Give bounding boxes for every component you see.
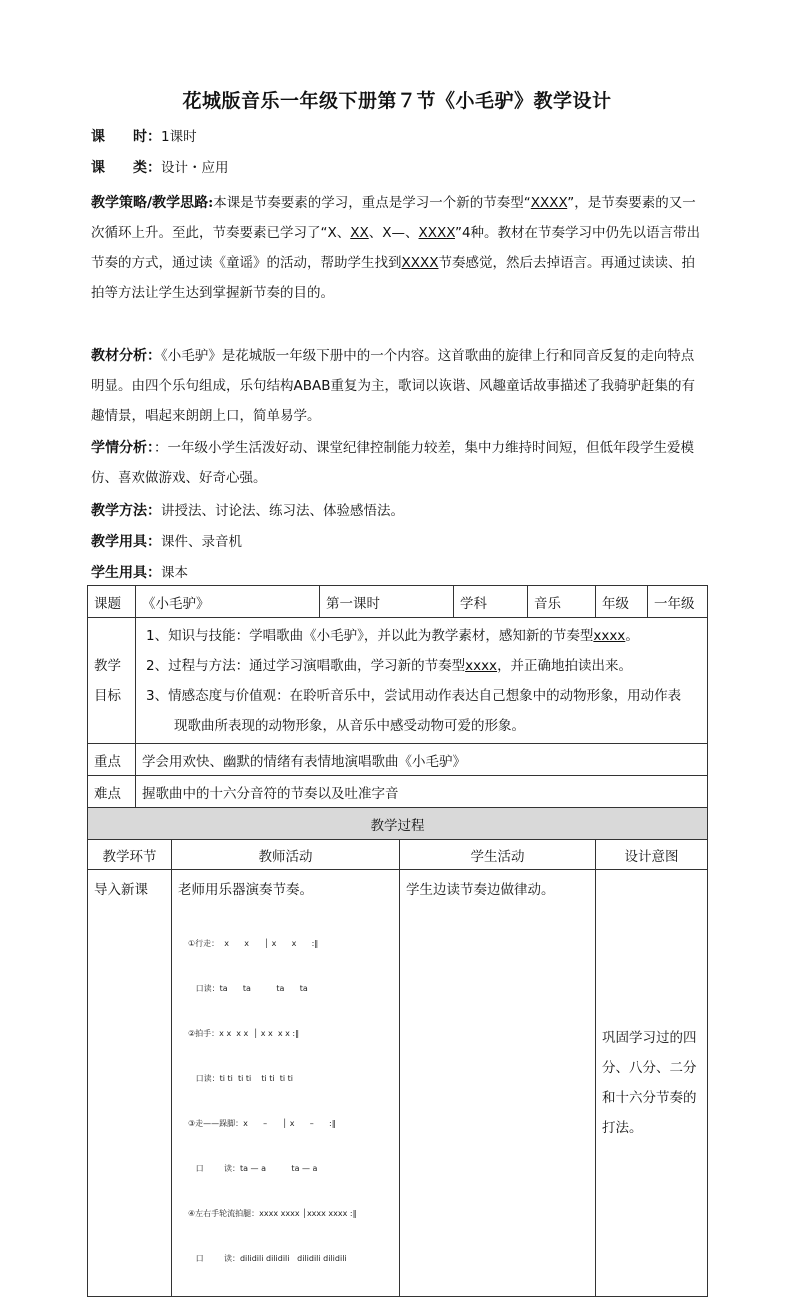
column-header: 教师活动 (172, 840, 400, 870)
goal-item (142, 651, 701, 681)
stage-cell: 导入新课 (88, 870, 172, 1297)
strategy-label: 教学策略/教学思路: (91, 195, 214, 211)
rhythm-pattern-4: XXXX (401, 255, 439, 271)
column-header: 学生活动 (400, 840, 596, 870)
student-activity-cell: 学生边读节奏边做律动。 (400, 870, 596, 1297)
student-tools-text: 课本 (161, 565, 188, 581)
strategy-text-1: 本课是节奏要素的学习，重点是学习一个新的节奏型“ (213, 195, 531, 211)
rhythm-line: 口读：ta ta ta ta (188, 984, 308, 993)
strategy-text-4: ”4种。教材在节奏学习中仍先以语言带出节奏的方式，通过读《童谣》的活动，帮助学生找到 (91, 225, 701, 271)
table-row (88, 840, 708, 870)
table-cell: 音乐 (528, 586, 596, 618)
intent-cell: 巩固学习过的四分、八分、二分和十六分节奏的打法。 (596, 870, 708, 1297)
rhythm-line: ②拍手：x x x x │ x x x x :‖ (188, 1029, 300, 1038)
strategy-paragraph (91, 188, 706, 308)
hours-line (91, 125, 197, 146)
rhythm-line: ①行走： x x │ x x :‖ (188, 939, 319, 948)
method-text: 讲授法、讨论法、练习法、体验感悟法。 (161, 503, 404, 519)
type-label: 课 类： (91, 160, 161, 176)
student-analysis-paragraph (91, 433, 706, 493)
tools-text: 课件、录音机 (161, 534, 242, 550)
key-label: 重点 (88, 744, 136, 776)
difficulty-label: 难点 (88, 776, 136, 808)
rhythm-line: ③走——跺脚：x – │ x – :‖ (188, 1119, 336, 1128)
goal-cell (136, 618, 708, 744)
method-label: 教学方法： (91, 503, 161, 519)
table-row (88, 870, 708, 1297)
table-cell: 《小毛驴》 (136, 586, 320, 618)
goal-item: 现歌曲所表现的动物形象，从音乐中感受动物可爱的形象。 (174, 717, 525, 734)
column-header: 教学环节 (88, 840, 172, 870)
rhythm-notation (178, 906, 393, 1296)
rhythm-pattern: xxxx (465, 657, 498, 674)
rhythm-pattern-2: XX (350, 225, 369, 241)
rhythm-line: 口 读：ta — a ta — a (188, 1164, 318, 1173)
table-cell: 课题 (88, 586, 136, 618)
student-tools-line (91, 561, 188, 582)
goal-text: 1、知识与技能：学唱歌曲《小毛驴》，并以此为教学素材，感知新的节奏型 (146, 627, 594, 644)
table-row (88, 618, 708, 744)
process-header: 教学过程 (88, 808, 708, 840)
analysis-label: 教材分析： (91, 348, 161, 364)
tools-label: 教学用具： (91, 534, 161, 550)
goal-item (142, 621, 701, 651)
goal-item: 3、情感态度与价值观：在聆听音乐中，尝试用动作表达自己想象中的动物形象，用动作表 (146, 687, 682, 704)
table-row (88, 808, 708, 840)
teacher-activity-text: 老师用乐器演奏节奏。 (178, 882, 313, 898)
document-title: 花城版音乐一年级下册第７节《小毛驴》教学设计 (182, 90, 612, 112)
lesson-plan-table (87, 585, 708, 1297)
rhythm-line: 口读：ti ti ti ti ti ti ti ti (188, 1074, 294, 1083)
table-cell: 学科 (454, 586, 528, 618)
rhythm-line: ④左右手轮流拍腿：xxxx xxxx │xxxx xxxx :‖ (188, 1209, 357, 1218)
strategy-text-2: ”，是节奏要素的又一次循环上升。至此，节奏要素已学习了“X、 (91, 195, 696, 241)
strategy-text-3: 、X—、 (368, 225, 419, 241)
student-tools-label: 学生用具： (91, 565, 161, 581)
tools-line (91, 530, 242, 551)
rhythm-line: 口 读：dilidili dilidili dilidili dilidili (188, 1254, 347, 1263)
table-cell: 年级 (596, 586, 648, 618)
method-line (91, 499, 404, 520)
rhythm-pattern-3: XXXX (418, 225, 455, 241)
table-row (88, 586, 708, 618)
student-analysis-label: 学情分析： (91, 440, 154, 456)
hours-label: 课 时： (91, 129, 161, 145)
strategy-text-5: 节奏感觉，然后去掉语言。再通过读读、拍拍等方法让学生达到掌握新节奏的目的。 (91, 255, 695, 301)
rhythm-pattern: xxxx (593, 627, 626, 644)
hours-value: 1课时 (161, 129, 197, 145)
key-text: 学会用欢快、幽默的情绪有表情地演唱歌曲《小毛驴》 (136, 744, 708, 776)
table-row (88, 776, 708, 808)
goal-text: ，并正确地拍读出来。 (497, 657, 633, 674)
analysis-text: 《小毛驴》是花城版一年级下册中的一个内容。这首歌曲的旋律上行和同音反复的走向特点明显。由四个乐句组成，乐句结构ABAB重复为主，歌词以诙谐、风趣童话故事描述了我骑驴赶集的有趣情景，唱起来朗朗上口，简单易学。 (91, 348, 695, 424)
table-row (88, 744, 708, 776)
goal-label (88, 618, 136, 744)
goal-label-text: 教学目标 (94, 657, 121, 704)
type-line (91, 156, 229, 177)
table-cell: 一年级 (648, 586, 708, 618)
difficulty-text: 握歌曲中的十六分音符的节奏以及吐准字音 (136, 776, 708, 808)
student-analysis-text: ：一年级小学生活泼好动、课堂纪律控制能力较差，集中力维持时间短，但低年段学生爱模仿、喜欢做游戏、好奇心强。 (91, 440, 694, 486)
type-value: 设计・应用 (161, 160, 229, 176)
analysis-paragraph (91, 341, 706, 431)
table-cell: 第一课时 (320, 586, 454, 618)
column-header: 设计意图 (596, 840, 708, 870)
teacher-activity-cell (172, 870, 400, 1297)
rhythm-pattern-1: XXXX (530, 195, 568, 211)
goal-text: 。 (625, 627, 639, 644)
goal-text: 2、过程与方法：通过学习演唱歌曲，学习新的节奏型 (146, 657, 466, 674)
